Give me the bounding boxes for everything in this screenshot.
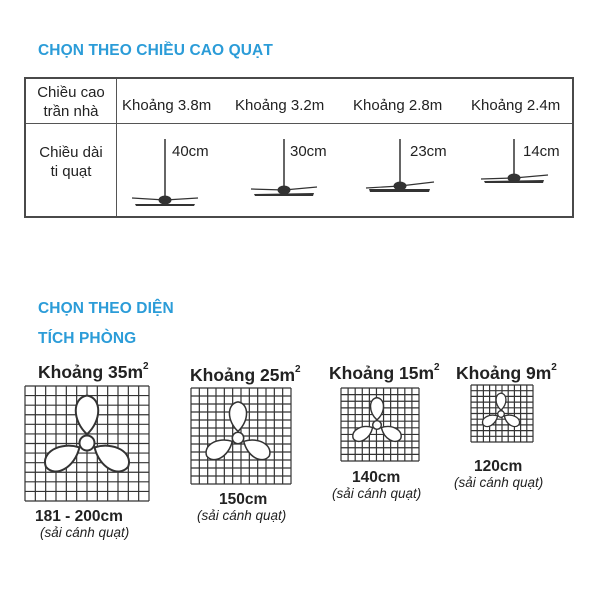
blade-span-3: 140cm <box>352 469 401 486</box>
rod-length-col-4: 14cm <box>523 143 560 160</box>
ceiling-height-col-2: Khoảng 3.2m <box>235 97 325 114</box>
row-label-rod-length: Chiều dài ti quạt <box>39 144 103 180</box>
blade-span-note-3: (sải cánh quạt) <box>332 486 422 501</box>
height-table <box>24 77 574 218</box>
room-area-label-4: Khoảng $9m^2$ <box>456 362 557 383</box>
blade-span-1: 181 - 200cm <box>35 508 123 525</box>
ceiling-fan-icon <box>481 139 548 183</box>
room-grid-1 <box>24 385 150 502</box>
rod-length-col-2: 30cm <box>290 143 327 160</box>
blade-span-note-1: (sải cánh quạt) <box>40 525 130 540</box>
section-title-height: CHỌN THEO CHIỀU CAO QUẠT <box>38 42 273 59</box>
blade-span-note-4: (sải cánh quạt) <box>454 475 544 490</box>
rod-length-col-3: 23cm <box>410 143 447 160</box>
ceiling-fan-illustrations <box>26 79 572 216</box>
room-area-label-2: Khoảng $25m^2$ <box>190 364 301 385</box>
blade-span-4: 120cm <box>474 458 523 475</box>
row-label-ceiling-height: Chiều cao trần nhà <box>37 84 105 120</box>
room-grid-4 <box>470 384 534 443</box>
room-grid-2 <box>190 387 292 485</box>
section-title-area-line2: TÍCH PHÒNG <box>38 330 137 347</box>
room-grid-3 <box>340 387 420 462</box>
fan-blades-icon <box>202 402 273 464</box>
blade-span-note-2: (sải cánh quạt) <box>197 508 287 523</box>
section-title-area-line1: CHỌN THEO DIỆN <box>38 300 174 317</box>
room-area-label-3: Khoảng $15m^2$ <box>329 362 440 383</box>
ceiling-height-col-3: Khoảng 2.8m <box>353 97 443 114</box>
ceiling-height-col-4: Khoảng 2.4m <box>471 97 561 114</box>
room-area-label-1: Khoảng $35m^2$ <box>38 361 149 382</box>
ceiling-fan-icon <box>251 139 317 196</box>
blade-span-2: 150cm <box>219 491 268 508</box>
ceiling-fan-icon <box>132 139 198 206</box>
rod-length-col-1: 40cm <box>172 143 209 160</box>
fan-blades-icon <box>480 393 521 429</box>
ceiling-height-col-1: Khoảng 3.8m <box>122 97 212 114</box>
ceiling-fan-icon <box>366 139 434 192</box>
